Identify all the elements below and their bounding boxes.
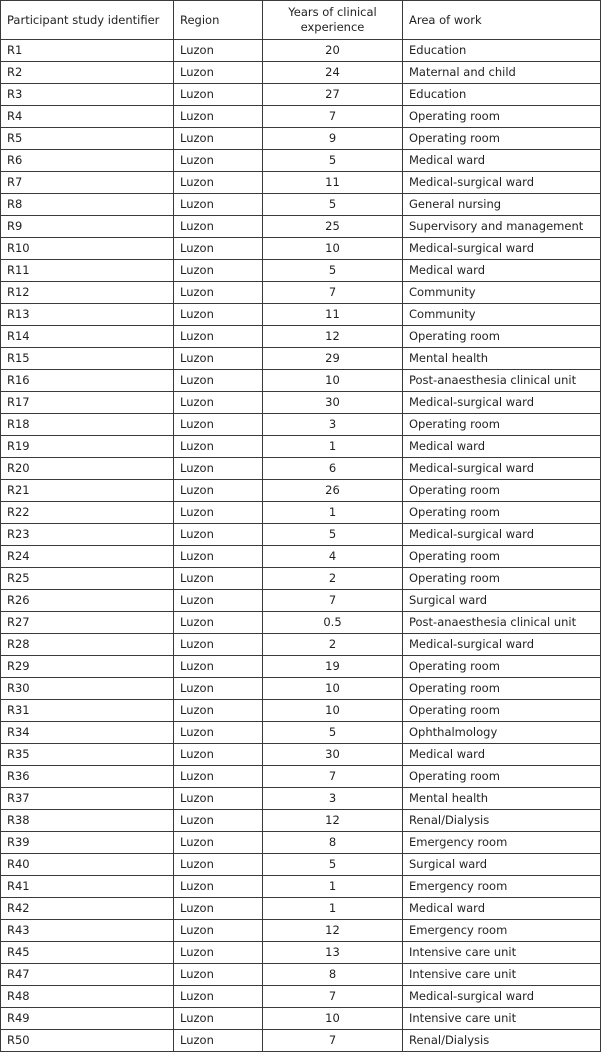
cell-years-of-clinical-experience: 10 — [263, 1008, 403, 1030]
cell-region: Luzon — [174, 546, 263, 568]
cell-area-of-work: Intensive care unit — [403, 942, 601, 964]
cell-years-of-clinical-experience: 24 — [263, 62, 403, 84]
cell-participant-identifier: R49 — [1, 1008, 174, 1030]
cell-region: Luzon — [174, 832, 263, 854]
cell-years-of-clinical-experience: 7 — [263, 1030, 403, 1052]
cell-participant-identifier: R41 — [1, 876, 174, 898]
table-body — [1, 40, 601, 1052]
table-row — [1, 282, 601, 304]
cell-participant-identifier: R48 — [1, 986, 174, 1008]
cell-participant-identifier: R14 — [1, 326, 174, 348]
cell-years-of-clinical-experience: 10 — [263, 678, 403, 700]
table-row — [1, 348, 601, 370]
cell-years-of-clinical-experience: 5 — [263, 722, 403, 744]
cell-participant-identifier: R16 — [1, 370, 174, 392]
cell-area-of-work: Operating room — [403, 568, 601, 590]
cell-participant-identifier: R11 — [1, 260, 174, 282]
cell-years-of-clinical-experience: 29 — [263, 348, 403, 370]
cell-area-of-work: Renal/Dialysis — [403, 1030, 601, 1052]
cell-participant-identifier: R2 — [1, 62, 174, 84]
table-row — [1, 766, 601, 788]
cell-area-of-work: Medical ward — [403, 436, 601, 458]
cell-region: Luzon — [174, 414, 263, 436]
cell-region: Luzon — [174, 128, 263, 150]
cell-region: Luzon — [174, 106, 263, 128]
cell-participant-identifier: R7 — [1, 172, 174, 194]
header-years-of-clinical-experience: Years of clinical experience — [263, 1, 403, 40]
cell-region: Luzon — [174, 1030, 263, 1052]
cell-region: Luzon — [174, 634, 263, 656]
cell-area-of-work: Medical ward — [403, 744, 601, 766]
cell-region: Luzon — [174, 84, 263, 106]
cell-participant-identifier: R45 — [1, 942, 174, 964]
table-row — [1, 854, 601, 876]
table-row — [1, 1008, 601, 1030]
cell-years-of-clinical-experience: 6 — [263, 458, 403, 480]
cell-participant-identifier: R20 — [1, 458, 174, 480]
cell-years-of-clinical-experience: 12 — [263, 920, 403, 942]
cell-participant-identifier: R37 — [1, 788, 174, 810]
cell-region: Luzon — [174, 568, 263, 590]
cell-years-of-clinical-experience: 7 — [263, 766, 403, 788]
cell-region: Luzon — [174, 590, 263, 612]
table-row — [1, 832, 601, 854]
cell-participant-identifier: R31 — [1, 700, 174, 722]
table-row — [1, 128, 601, 150]
table-row — [1, 524, 601, 546]
cell-years-of-clinical-experience: 8 — [263, 832, 403, 854]
cell-region: Luzon — [174, 854, 263, 876]
table-row — [1, 40, 601, 62]
cell-years-of-clinical-experience: 27 — [263, 84, 403, 106]
table-row — [1, 590, 601, 612]
cell-area-of-work: Medical-surgical ward — [403, 238, 601, 260]
cell-area-of-work: Intensive care unit — [403, 964, 601, 986]
cell-participant-identifier: R27 — [1, 612, 174, 634]
cell-area-of-work: Post-anaesthesia clinical unit — [403, 370, 601, 392]
cell-region: Luzon — [174, 876, 263, 898]
table-row — [1, 414, 601, 436]
table-row — [1, 216, 601, 238]
cell-area-of-work: Operating room — [403, 766, 601, 788]
cell-area-of-work: Renal/Dialysis — [403, 810, 601, 832]
cell-years-of-clinical-experience: 7 — [263, 282, 403, 304]
header-area-of-work: Area of work — [403, 1, 601, 40]
table-row — [1, 876, 601, 898]
table-row — [1, 172, 601, 194]
cell-region: Luzon — [174, 40, 263, 62]
cell-years-of-clinical-experience: 2 — [263, 634, 403, 656]
cell-area-of-work: Surgical ward — [403, 590, 601, 612]
cell-region: Luzon — [174, 348, 263, 370]
cell-area-of-work: Education — [403, 40, 601, 62]
cell-years-of-clinical-experience: 12 — [263, 810, 403, 832]
cell-area-of-work: Education — [403, 84, 601, 106]
cell-region: Luzon — [174, 964, 263, 986]
cell-area-of-work: Supervisory and management — [403, 216, 601, 238]
cell-years-of-clinical-experience: 0.5 — [263, 612, 403, 634]
cell-participant-identifier: R25 — [1, 568, 174, 590]
cell-years-of-clinical-experience: 11 — [263, 304, 403, 326]
table-row — [1, 1030, 601, 1052]
cell-region: Luzon — [174, 150, 263, 172]
table-row — [1, 612, 601, 634]
cell-participant-identifier: R23 — [1, 524, 174, 546]
cell-area-of-work: Operating room — [403, 128, 601, 150]
cell-region: Luzon — [174, 172, 263, 194]
cell-area-of-work: Community — [403, 282, 601, 304]
cell-region: Luzon — [174, 238, 263, 260]
table-row — [1, 84, 601, 106]
header-row — [1, 1, 601, 40]
cell-region: Luzon — [174, 392, 263, 414]
cell-participant-identifier: R43 — [1, 920, 174, 942]
cell-region: Luzon — [174, 898, 263, 920]
cell-participant-identifier: R35 — [1, 744, 174, 766]
cell-participant-identifier: R22 — [1, 502, 174, 524]
cell-years-of-clinical-experience: 12 — [263, 326, 403, 348]
table-row — [1, 436, 601, 458]
cell-participant-identifier: R8 — [1, 194, 174, 216]
table-row — [1, 744, 601, 766]
cell-years-of-clinical-experience: 4 — [263, 546, 403, 568]
cell-participant-identifier: R42 — [1, 898, 174, 920]
table-row — [1, 788, 601, 810]
cell-area-of-work: Medical ward — [403, 150, 601, 172]
cell-years-of-clinical-experience: 30 — [263, 392, 403, 414]
cell-region: Luzon — [174, 722, 263, 744]
cell-participant-identifier: R29 — [1, 656, 174, 678]
cell-participant-identifier: R6 — [1, 150, 174, 172]
table-row — [1, 634, 601, 656]
table-row — [1, 678, 601, 700]
cell-participant-identifier: R18 — [1, 414, 174, 436]
cell-area-of-work: Operating room — [403, 678, 601, 700]
table-row — [1, 392, 601, 414]
cell-years-of-clinical-experience: 3 — [263, 788, 403, 810]
table-row — [1, 480, 601, 502]
cell-participant-identifier: R5 — [1, 128, 174, 150]
cell-region: Luzon — [174, 678, 263, 700]
cell-years-of-clinical-experience: 26 — [263, 480, 403, 502]
table-row — [1, 986, 601, 1008]
cell-region: Luzon — [174, 942, 263, 964]
table-row — [1, 62, 601, 84]
cell-area-of-work: Operating room — [403, 546, 601, 568]
cell-participant-identifier: R28 — [1, 634, 174, 656]
table-row — [1, 304, 601, 326]
cell-region: Luzon — [174, 480, 263, 502]
cell-years-of-clinical-experience: 5 — [263, 524, 403, 546]
cell-years-of-clinical-experience: 19 — [263, 656, 403, 678]
cell-participant-identifier: R4 — [1, 106, 174, 128]
cell-region: Luzon — [174, 326, 263, 348]
cell-area-of-work: Intensive care unit — [403, 1008, 601, 1030]
table-row — [1, 898, 601, 920]
cell-area-of-work: Surgical ward — [403, 854, 601, 876]
cell-participant-identifier: R17 — [1, 392, 174, 414]
table-row — [1, 106, 601, 128]
cell-participant-identifier: R47 — [1, 964, 174, 986]
cell-years-of-clinical-experience: 1 — [263, 502, 403, 524]
cell-region: Luzon — [174, 260, 263, 282]
cell-region: Luzon — [174, 62, 263, 84]
cell-area-of-work: Emergency room — [403, 832, 601, 854]
cell-region: Luzon — [174, 502, 263, 524]
cell-participant-identifier: R40 — [1, 854, 174, 876]
cell-area-of-work: Medical-surgical ward — [403, 172, 601, 194]
cell-area-of-work: Medical-surgical ward — [403, 634, 601, 656]
table-row — [1, 810, 601, 832]
cell-years-of-clinical-experience: 2 — [263, 568, 403, 590]
table-row — [1, 942, 601, 964]
header-participant-identifier: Participant study identifier — [1, 1, 174, 40]
cell-area-of-work: Operating room — [403, 414, 601, 436]
cell-years-of-clinical-experience: 11 — [263, 172, 403, 194]
cell-area-of-work: Emergency room — [403, 876, 601, 898]
cell-region: Luzon — [174, 1008, 263, 1030]
cell-years-of-clinical-experience: 7 — [263, 590, 403, 612]
cell-area-of-work: Operating room — [403, 502, 601, 524]
cell-region: Luzon — [174, 216, 263, 238]
cell-years-of-clinical-experience: 3 — [263, 414, 403, 436]
cell-years-of-clinical-experience: 5 — [263, 260, 403, 282]
cell-years-of-clinical-experience: 5 — [263, 150, 403, 172]
cell-years-of-clinical-experience: 10 — [263, 370, 403, 392]
cell-years-of-clinical-experience: 10 — [263, 238, 403, 260]
cell-area-of-work: General nursing — [403, 194, 601, 216]
table-row — [1, 238, 601, 260]
cell-region: Luzon — [174, 370, 263, 392]
cell-region: Luzon — [174, 744, 263, 766]
cell-area-of-work: Maternal and child — [403, 62, 601, 84]
cell-region: Luzon — [174, 656, 263, 678]
cell-region: Luzon — [174, 700, 263, 722]
cell-area-of-work: Operating room — [403, 656, 601, 678]
cell-region: Luzon — [174, 524, 263, 546]
cell-area-of-work: Post-anaesthesia clinical unit — [403, 612, 601, 634]
table-row — [1, 700, 601, 722]
cell-participant-identifier: R26 — [1, 590, 174, 612]
cell-participant-identifier: R12 — [1, 282, 174, 304]
cell-area-of-work: Community — [403, 304, 601, 326]
cell-area-of-work: Operating room — [403, 480, 601, 502]
cell-years-of-clinical-experience: 25 — [263, 216, 403, 238]
table-row — [1, 546, 601, 568]
cell-area-of-work: Operating room — [403, 326, 601, 348]
cell-years-of-clinical-experience: 5 — [263, 194, 403, 216]
cell-area-of-work: Medical ward — [403, 898, 601, 920]
cell-years-of-clinical-experience: 9 — [263, 128, 403, 150]
table-row — [1, 194, 601, 216]
cell-years-of-clinical-experience: 20 — [263, 40, 403, 62]
cell-region: Luzon — [174, 920, 263, 942]
cell-region: Luzon — [174, 810, 263, 832]
cell-area-of-work: Mental health — [403, 788, 601, 810]
table-row — [1, 964, 601, 986]
cell-years-of-clinical-experience: 13 — [263, 942, 403, 964]
cell-years-of-clinical-experience: 7 — [263, 106, 403, 128]
cell-area-of-work: Medical-surgical ward — [403, 458, 601, 480]
header-region: Region — [174, 1, 263, 40]
cell-participant-identifier: R36 — [1, 766, 174, 788]
cell-participant-identifier: R13 — [1, 304, 174, 326]
cell-region: Luzon — [174, 194, 263, 216]
table-row — [1, 920, 601, 942]
cell-participant-identifier: R21 — [1, 480, 174, 502]
cell-participant-identifier: R1 — [1, 40, 174, 62]
table-row — [1, 458, 601, 480]
cell-area-of-work: Medical-surgical ward — [403, 986, 601, 1008]
cell-participant-identifier: R3 — [1, 84, 174, 106]
table-row — [1, 502, 601, 524]
table-row — [1, 260, 601, 282]
cell-area-of-work: Operating room — [403, 106, 601, 128]
cell-region: Luzon — [174, 282, 263, 304]
cell-area-of-work: Operating room — [403, 700, 601, 722]
cell-region: Luzon — [174, 436, 263, 458]
cell-participant-identifier: R10 — [1, 238, 174, 260]
table-row — [1, 150, 601, 172]
table-header — [1, 1, 601, 40]
table-row — [1, 722, 601, 744]
cell-area-of-work: Mental health — [403, 348, 601, 370]
table-row — [1, 326, 601, 348]
cell-participant-identifier: R39 — [1, 832, 174, 854]
cell-years-of-clinical-experience: 10 — [263, 700, 403, 722]
cell-area-of-work: Ophthalmology — [403, 722, 601, 744]
table-row — [1, 656, 601, 678]
cell-area-of-work: Medical-surgical ward — [403, 392, 601, 414]
cell-participant-identifier: R34 — [1, 722, 174, 744]
cell-participant-identifier: R9 — [1, 216, 174, 238]
cell-region: Luzon — [174, 304, 263, 326]
cell-years-of-clinical-experience: 1 — [263, 436, 403, 458]
table-row — [1, 568, 601, 590]
cell-years-of-clinical-experience: 8 — [263, 964, 403, 986]
cell-participant-identifier: R38 — [1, 810, 174, 832]
cell-region: Luzon — [174, 788, 263, 810]
cell-years-of-clinical-experience: 1 — [263, 876, 403, 898]
cell-participant-identifier: R19 — [1, 436, 174, 458]
cell-participant-identifier: R30 — [1, 678, 174, 700]
table-row — [1, 370, 601, 392]
cell-area-of-work: Emergency room — [403, 920, 601, 942]
cell-area-of-work: Medical ward — [403, 260, 601, 282]
cell-area-of-work: Medical-surgical ward — [403, 524, 601, 546]
cell-region: Luzon — [174, 458, 263, 480]
cell-participant-identifier: R50 — [1, 1030, 174, 1052]
cell-years-of-clinical-experience: 5 — [263, 854, 403, 876]
cell-region: Luzon — [174, 766, 263, 788]
cell-participant-identifier: R15 — [1, 348, 174, 370]
cell-region: Luzon — [174, 986, 263, 1008]
cell-participant-identifier: R24 — [1, 546, 174, 568]
cell-years-of-clinical-experience: 30 — [263, 744, 403, 766]
cell-years-of-clinical-experience: 1 — [263, 898, 403, 920]
cell-region: Luzon — [174, 612, 263, 634]
cell-years-of-clinical-experience: 7 — [263, 986, 403, 1008]
